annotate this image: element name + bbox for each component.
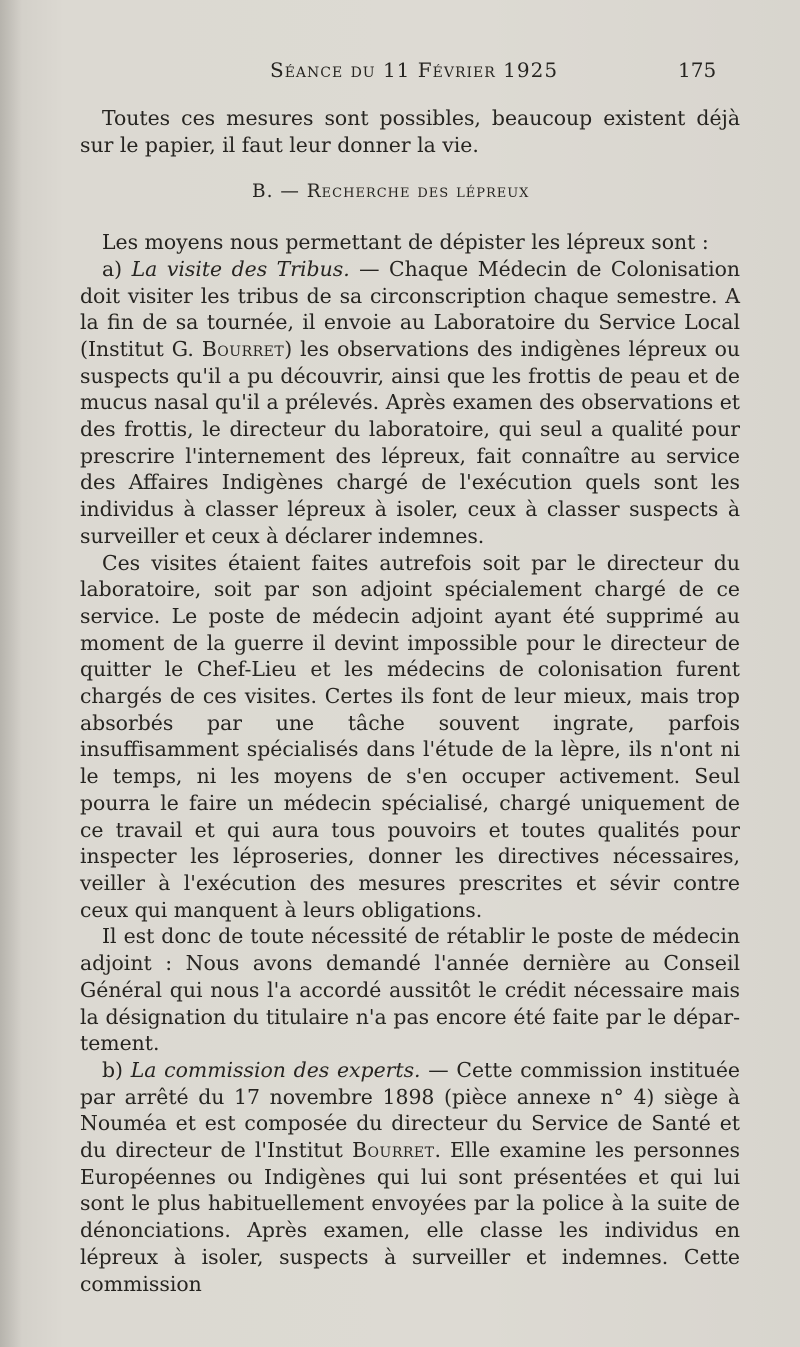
item-a-text-2: ) les observations des indigènes lépreux ou suspects qu'il a pu découvrir, ainsi que les frottis de peau et de mucus nasal qu'il a prélevés. Après examen des observations et des frottis, le directeur du laboratoire, qui seul a qualité pour prescrire l'internement des lépreux, fait connaître au service des Affaires Indigènes chargé de l'exécution quels sont les individus à classer lépreux à isoler, ceux à classer suspects à surveiller et ceux à déclarer indemnes.	[80, 336, 740, 548]
item-b-title: La commission des experts.	[130, 1057, 421, 1082]
body-text	[80, 105, 740, 1297]
item-a-label: a)	[102, 256, 123, 281]
paragraph-item-b	[80, 1057, 740, 1297]
paragraph-intro: Toutes ces mesures sont possibles, beaucoup existent déjà sur le papier, il faut leur donner la vie.	[80, 106, 740, 157]
item-b-name: Bourret	[352, 1138, 435, 1163]
paragraph-visits: Ces visites étaient faites autrefois soit par le directeur du laboratoire, soit par son adjoint spécialement chargé de ce service. Le poste de médecin adjoint ayant été supprimé au moment de la guerre il devint impossible pour le directeur de quitter le Chef-Lieu et les médecins de colonisation furent chargés de ces visites. Certes ils font de leur mieux, mais trop absorbés par une tâche souvent ingrate, parfois insuffisamment spécialisés dans l'étude de la lèpre, ils n'ont ni le temps, ni les moyens de s'en occuper activement. Seul pourra le faire un médecin spécialisé, chargé uniquement de ce travail et qui aura tous pouvoirs et toutes qualités pour inspecter les léproseries, donner les directives nécessaires, veiller à l'exécution des mesures prescrites et sévir contre ceux qui manquent à leurs obligations.	[80, 550, 740, 922]
paragraph-item-a	[80, 256, 740, 550]
item-a-text-1: — Chaque Médecin de Colonisation doit visiter les tribus de sa circonscription chaque semestre. A la fin de sa tournée, il envoie au Laboratoire du Service Local (Institut G.	[80, 256, 741, 361]
item-b-label: b)	[102, 1057, 124, 1082]
paragraph-means: Les moyens nous permettant de dépister les lépreux sont :	[102, 230, 709, 255]
item-b-text-2: . Elle examine les personnes Européennes ou Indigènes qui lui sont présentées et qui lui sont le plus habituellement envoyées par la police à la suite de dénonciations. Après examen, elle classe les individus en lépreux à isoler, suspects à surveiller et indemnes. Cette commission	[80, 1138, 740, 1296]
section-heading: B. — Recherche des lépreux	[252, 181, 530, 203]
item-a-name: Bourret	[201, 336, 285, 361]
item-b-text-1: — Cette commission instituée par arrêté du 17 novembre 1898 (pièce annexe n° 4) siège à Nouméa et est composée du directeur du Service de Santé et du directeur de l'Institut	[80, 1057, 740, 1163]
page-number: 175	[678, 58, 717, 82]
running-title: Séance du 11 Février 1925	[270, 58, 559, 82]
binding-shadow	[0, 0, 22, 1347]
item-a-title: La visite des Tribus.	[131, 256, 350, 281]
paragraph-adjoint: Il est donc de toute nécessité de rétablir le poste de médecin adjoint : Nous avons demandé l'année dernière au Conseil Général qui nous l'a accordé aussitôt le crédit nécessaire mais la désignation du titulaire n'a pas encore été faite par le département.	[80, 924, 740, 1056]
page-header	[0, 58, 800, 88]
